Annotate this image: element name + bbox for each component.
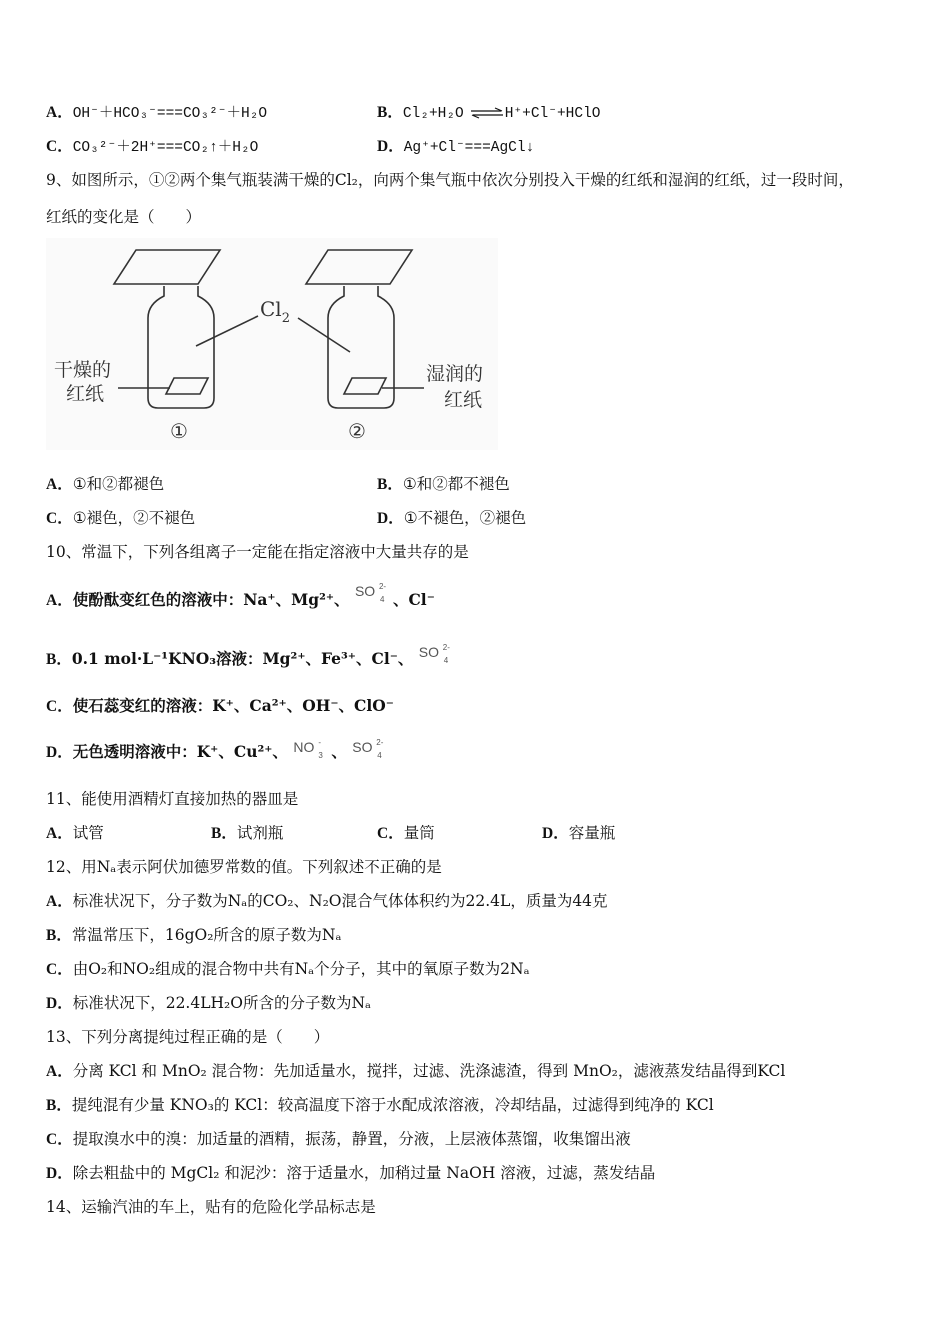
q11-option-a: A．试管 [46, 824, 104, 842]
q9-option-d: D．①不褪色，②褪色 [377, 509, 527, 527]
q13-option-d: D．除去粗盐中的 MgCl₂ 和泥沙：溶于适量水，加稍过量 NaOH 溶液，过滤，蒸发结晶 [46, 1164, 656, 1182]
q11-option-d: D．容量瓶 [542, 824, 616, 842]
q10-option-b: B．0.1 mol·L⁻¹KNO₃溶液：Mg²⁺、Fe³⁺、Cl⁻、 SO 2- 4 [46, 648, 457, 671]
q9-gas-bottle-figure [46, 238, 498, 450]
q12-option-c: C．由O₂和NO₂组成的混合物中共有Nₐ个分子，其中的氧原子数为2Nₐ [46, 960, 530, 978]
bottle-2-number: ② [348, 419, 366, 443]
q8-option-d: D．Ag⁺+Cl⁻===AgCl↓ [377, 138, 535, 156]
q12-stem: 12、用Nₐ表示阿伏加德罗常数的值。下列叙述不正确的是 [46, 858, 442, 876]
q13-option-c: C．提取溴水中的溴：加适量的酒精，振荡，静置，分液，上层液体蒸馏，收集馏出液 [46, 1130, 631, 1148]
nitrate-ion: NO - 3 [293, 738, 323, 760]
chlorine-label: $Cl_2$ [260, 297, 290, 326]
q8-option-c: C．CO₃²⁻＋2H⁺===CO₂↑＋H₂O [46, 138, 259, 156]
dry-paper-label-2: 红纸 [66, 383, 105, 405]
q9-stem-line1: 9、如图所示，①②两个集气瓶装满干燥的Cl₂，向两个集气瓶中依次分别投入干燥的红纸和湿润的红纸，过一段时间， [46, 171, 854, 189]
sulfate-ion: SO 2- 4 [418, 643, 450, 665]
q8-option-b: B．Cl₂+H₂O H⁺+Cl⁻+HClO [377, 104, 601, 122]
q9-option-a: A．①和②都褪色 [46, 475, 165, 493]
equilibrium-arrow-icon [469, 107, 505, 119]
q10-option-d: D．无色透明溶液中：K⁺、Cu²⁺、 NO - 3 、 SO 2- 4 [46, 741, 390, 764]
sulfate-ion: SO 2- 4 [354, 582, 387, 604]
bottle-1-number: ① [170, 419, 188, 443]
q12-option-a: A．标准状况下，分子数为Nₐ的CO₂、N₂O混合气体体积约为22.4L，质量为44克 [46, 892, 608, 910]
q9-option-c: C．①褪色，②不褪色 [46, 509, 196, 527]
bottle-1 [114, 250, 258, 408]
q11-stem: 11、能使用酒精灯直接加热的器皿是 [46, 790, 299, 808]
bottle-2 [298, 250, 424, 408]
dry-paper-label-1: 干燥的 [54, 359, 112, 381]
q12-option-d: D．标准状况下，22.4LH₂O所含的分子数为Nₐ [46, 994, 371, 1012]
q13-option-b: B．提纯混有少量 KNO₃的 KCl：较高温度下溶于水配成浓溶液，冷却结晶，过滤得到纯净的 KCl [46, 1096, 714, 1114]
sulfate-ion: SO 2- 4 [352, 738, 384, 760]
q13-stem: 13、下列分离提纯过程正确的是（ ） [46, 1028, 330, 1046]
q10-option-c: C．使石蕊变红的溶液：K⁺、Ca²⁺、OH⁻、ClO⁻ [46, 696, 394, 715]
q12-option-b: B．常温常压下，16gO₂所含的原子数为Nₐ [46, 926, 342, 944]
q9-option-b: B．①和②都不褪色 [377, 475, 510, 493]
q13-option-a: A．分离 KCl 和 MnO₂ 混合物：先加适量水，搅拌，过滤、洗涤滤渣，得到 MnO₂，滤液蒸发结晶得到KCl [46, 1062, 786, 1080]
q14-stem: 14、运输汽油的车上，贴有的危险化学品标志是 [46, 1198, 376, 1216]
q8-option-a: A．OH⁻＋HCO₃⁻===CO₃²⁻＋H₂O [46, 104, 268, 122]
q9-stem-line2: 红纸的变化是（ ） [46, 208, 202, 226]
gas-bottle-diagram [46, 238, 498, 450]
q11-option-c: C．量筒 [377, 824, 435, 842]
q11-option-b: B．试剂瓶 [211, 824, 284, 842]
q10-option-a: A．使酚酞变红色的溶液中：Na⁺、Mg²⁺、 SO 2- 4 、Cl⁻ [46, 582, 435, 609]
wet-paper-label-2: 红纸 [444, 389, 483, 411]
wet-paper-label-1: 湿润的 [426, 363, 484, 385]
q10-stem: 10、常温下，下列各组离子一定能在指定溶液中大量共存的是 [46, 543, 469, 561]
